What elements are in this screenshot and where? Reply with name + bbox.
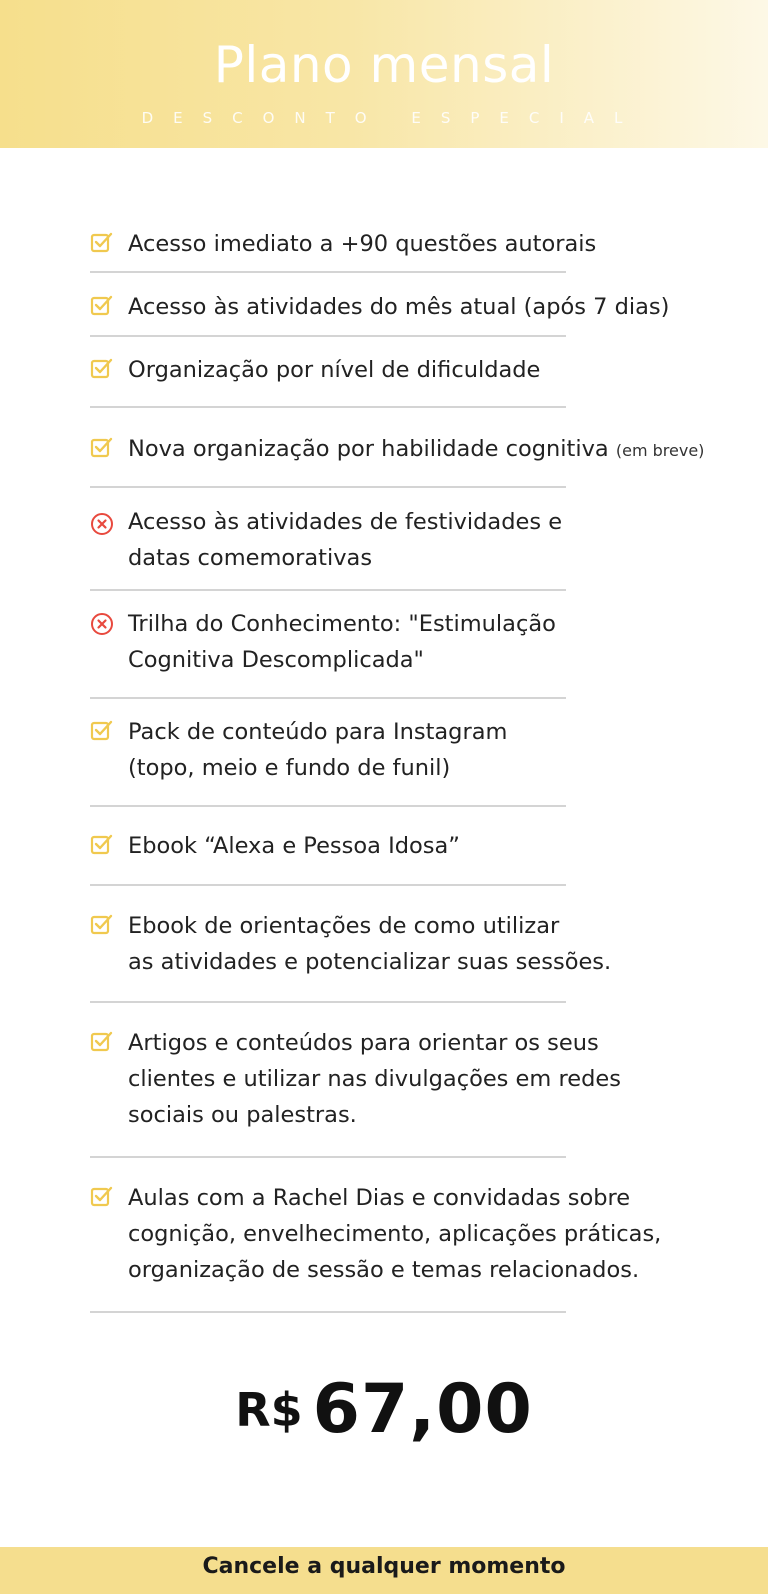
checkbox-icon: [90, 435, 114, 459]
feature-text: Acesso às atividades do mês atual (após 7 dias): [128, 294, 670, 320]
feature-text: Nova organização por habilidade cognitiva: [128, 436, 609, 462]
checkbox-icon: [90, 832, 114, 856]
checkbox-icon: [90, 356, 114, 380]
feature-item: [90, 1180, 750, 1288]
checkbox-icon: [90, 230, 114, 254]
feature-text-line: (topo, meio e fundo de funil): [128, 755, 451, 781]
cancel-anytime-text: Cancele a qualquer momento: [202, 1554, 566, 1579]
price-amount: 67,00: [312, 1370, 533, 1449]
feature-text-line: datas comemorativas: [128, 545, 373, 571]
feature-item: [90, 289, 750, 325]
divider: [90, 335, 566, 337]
coming-soon-note: (em breve): [615, 441, 705, 460]
x-circle-icon: [90, 512, 114, 536]
feature-text-line: cognição, envelhecimento, aplicações práticas,: [128, 1221, 662, 1247]
feature-item: [90, 431, 750, 467]
divider: [90, 697, 566, 699]
divider: [90, 486, 566, 488]
feature-text-line: Trilha do Conhecimento: "Estimulação: [128, 611, 556, 637]
divider: [90, 1001, 566, 1003]
feature-item: [90, 828, 750, 864]
feature-item: [90, 714, 750, 786]
divider: [90, 1156, 566, 1158]
feature-text-line: as atividades e potencializar suas sessões.: [128, 949, 612, 975]
divider: [90, 805, 566, 807]
feature-text: Acesso imediato a +90 questões autorais: [128, 231, 597, 257]
checkbox-icon: [90, 1029, 114, 1053]
feature-text: Organização por nível de dificuldade: [128, 357, 541, 383]
feature-text: Ebook “Alexa e Pessoa Idosa”: [128, 833, 460, 859]
feature-item: [90, 504, 750, 576]
feature-text-line: organização de sessão e temas relacionados.: [128, 1257, 640, 1283]
price-display: [0, 1370, 768, 1449]
plan-header: [0, 0, 768, 148]
plan-title: Plano mensal: [213, 36, 555, 94]
feature-text-line: Ebook de orientações de como utilizar: [128, 913, 560, 939]
feature-item: [90, 908, 750, 980]
x-circle-icon: [90, 612, 114, 636]
divider: [90, 884, 566, 886]
checkbox-icon: [90, 1184, 114, 1208]
checkbox-icon: [90, 718, 114, 742]
cancel-anytime-banner: [0, 1547, 768, 1594]
divider: [90, 1311, 566, 1313]
divider: [90, 271, 566, 273]
plan-subtitle: DESCONTO ESPECIAL: [141, 109, 643, 127]
price-currency: R$: [235, 1383, 303, 1437]
divider: [90, 589, 566, 591]
checkbox-icon: [90, 912, 114, 936]
feature-item: [90, 1025, 750, 1133]
feature-text-line: Artigos e conteúdos para orientar os seus: [128, 1030, 599, 1056]
feature-text-line: Aulas com a Rachel Dias e convidadas sobre: [128, 1185, 631, 1211]
feature-item: [90, 606, 750, 678]
feature-text-line: Cognitiva Descomplicada": [128, 647, 424, 673]
feature-item: [90, 226, 750, 262]
feature-text-line: clientes e utilizar nas divulgações em redes: [128, 1066, 621, 1092]
checkbox-icon: [90, 293, 114, 317]
divider: [90, 406, 566, 408]
feature-item: [90, 352, 750, 388]
feature-text-line: sociais ou palestras.: [128, 1102, 357, 1128]
feature-text-line: Acesso às atividades de festividades e: [128, 509, 563, 535]
feature-text-line: Pack de conteúdo para Instagram: [128, 719, 508, 745]
